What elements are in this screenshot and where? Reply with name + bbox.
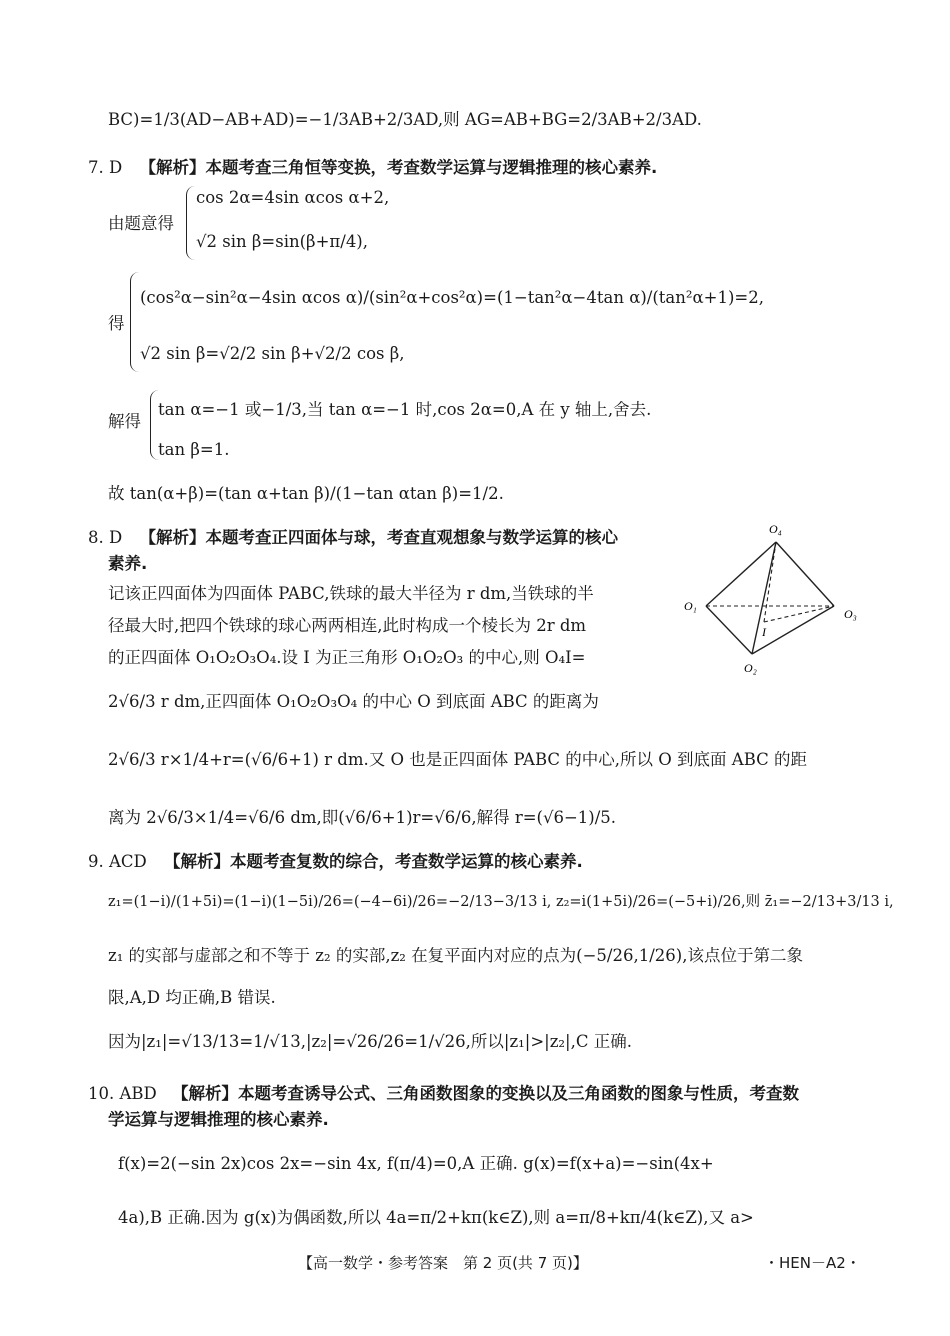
q8-p1: 记该正四面体为四面体 PABC,铁球的最大半径为 r dm,当铁球的半	[108, 584, 594, 603]
q8-p2: 径最大时,把四个铁球的球心两两相连,此时构成一个棱长为 2r dm	[108, 616, 587, 635]
q7-get-label: 得	[108, 314, 125, 333]
q7-brace-1	[186, 186, 195, 260]
q8-analysis-tag: 【解析】本题考查正四面体与球，考查直观想象与数学运算的核心	[139, 528, 618, 547]
segment-i-o3	[764, 606, 834, 622]
edge-o1-o2	[706, 606, 752, 654]
q9-analysis-tag: 【解析】本题考查复数的综合，考查数学运算的核心素养.	[164, 852, 583, 871]
tetrahedron-figure	[680, 518, 870, 678]
q9-p3: 限,A,D 均正确,B 错误.	[108, 988, 276, 1007]
q10-answer	[88, 1082, 799, 1106]
edge-o4-o1	[706, 542, 776, 606]
q8-number: 8. D	[88, 528, 123, 547]
q8-answer	[88, 526, 618, 550]
q7-answer	[88, 156, 657, 180]
q10-p2: 4a),B 正确.因为 g(x)为偶函数,所以 4a=π/2+kπ(k∈Z),则 a=π/8+kπ/4(k∈Z),又 a>	[118, 1208, 754, 1227]
q10-number: 10. ABD	[88, 1084, 157, 1103]
edge-o4-o3	[776, 542, 834, 606]
q8-tag-cont: 素养.	[108, 554, 148, 573]
q7-eq3: (cos²α−sin²α−4sin αcos α)/(sin²α+cos²α)=(1−tan²α−4tan α)/(tan²α+1)=2,	[140, 288, 764, 307]
q9-answer	[88, 850, 583, 874]
q10-p1: f(x)=2(−sin 2x)cos 2x=−sin 4x, f(π/4)=0,A 正确. g(x)=f(x+a)=−sin(4x+	[118, 1154, 714, 1173]
q8-p5: 2√6/3 r×1/4+r=(√6/6+1) r dm.又 O 也是正四面体 PABC 的中心,所以 O 到底面 ABC 的距	[108, 750, 808, 769]
q9-p1: z₁=(1−i)/(1+5i)=(1−i)(1−5i)/26=(−4−6i)/26=−2/13−3/13 i, z₂=i(1+5i)/26=(−5+i)/26,则 z̄₁=−2/13+3/13 i,	[108, 894, 894, 910]
height-o4-i	[764, 542, 776, 622]
q9-number: 9. ACD	[88, 852, 147, 871]
q7-solve-label: 解得	[108, 412, 141, 431]
q7-number: 7. D	[88, 158, 123, 177]
q9-p4: 因为|z₁|=√13/13=1/√13,|z₂|=√26/26=1/√26,所以|z₁|>|z₂|,C 正确.	[108, 1032, 632, 1051]
q7-eq4: √2 sin β=√2/2 sin β+√2/2 cos β,	[140, 344, 405, 363]
label-o2: O₂	[744, 661, 757, 675]
label-o4: O₄	[769, 522, 782, 536]
q10-analysis-tag: 【解析】本题考查诱导公式、三角函数图象的变换以及三角函数的图象与性质，考查数	[172, 1084, 800, 1103]
q7-brace-2	[130, 272, 139, 372]
q8-p4: 2√6/3 r dm,正四面体 O₁O₂O₃O₄ 的中心 O 到底面 ABC 的距离为	[108, 692, 599, 711]
page-footer: 【高一数学・参考答案 第 2 页(共 7 页)】	[298, 1254, 588, 1272]
q7-analysis-tag: 【解析】本题考查三角恒等变换，考查数学运算与逻辑推理的核心素养.	[139, 158, 658, 177]
continued-vector-equation: BC)=1/3(AD−AB+AD)=−1/3AB+2/3AD,则 AG=AB+BG=2/3AB+2/3AD.	[108, 110, 702, 129]
label-o1: O₁	[684, 599, 697, 613]
q7-given-label: 由题意得	[108, 214, 174, 233]
q7-eq5: tan α=−1 或−1/3,当 tan α=−1 时,cos 2α=0,A 在 y 轴上,舍去.	[158, 400, 652, 419]
q7-eq2: √2 sin β=sin(β+π/4),	[196, 232, 368, 251]
label-o3: O₃	[844, 607, 857, 621]
q7-eq1: cos 2α=4sin αcos α+2,	[196, 188, 390, 207]
q8-p6: 离为 2√6/3×1/4=√6/6 dm,即(√6/6+1)r=√6/6,解得 r=(√6−1)/5.	[108, 808, 617, 827]
q10-tag-cont: 学运算与逻辑推理的核心素养.	[108, 1110, 329, 1129]
q7-final: 故 tan(α+β)=(tan α+tan β)/(1−tan αtan β)=1/2.	[108, 484, 504, 503]
doc-code: ・HEN－A2・	[764, 1254, 861, 1272]
q9-p2: z₁ 的实部与虚部之和不等于 z₂ 的实部,z₂ 在复平面内对应的点为(−5/26,1/26),该点位于第二象	[108, 946, 803, 965]
q8-p3: 的正四面体 O₁O₂O₃O₄.设 I 为正三角形 O₁O₂O₃ 的中心,则 O₄I=	[108, 648, 586, 667]
label-i: I	[762, 625, 766, 639]
q7-eq6: tan β=1.	[158, 440, 230, 459]
